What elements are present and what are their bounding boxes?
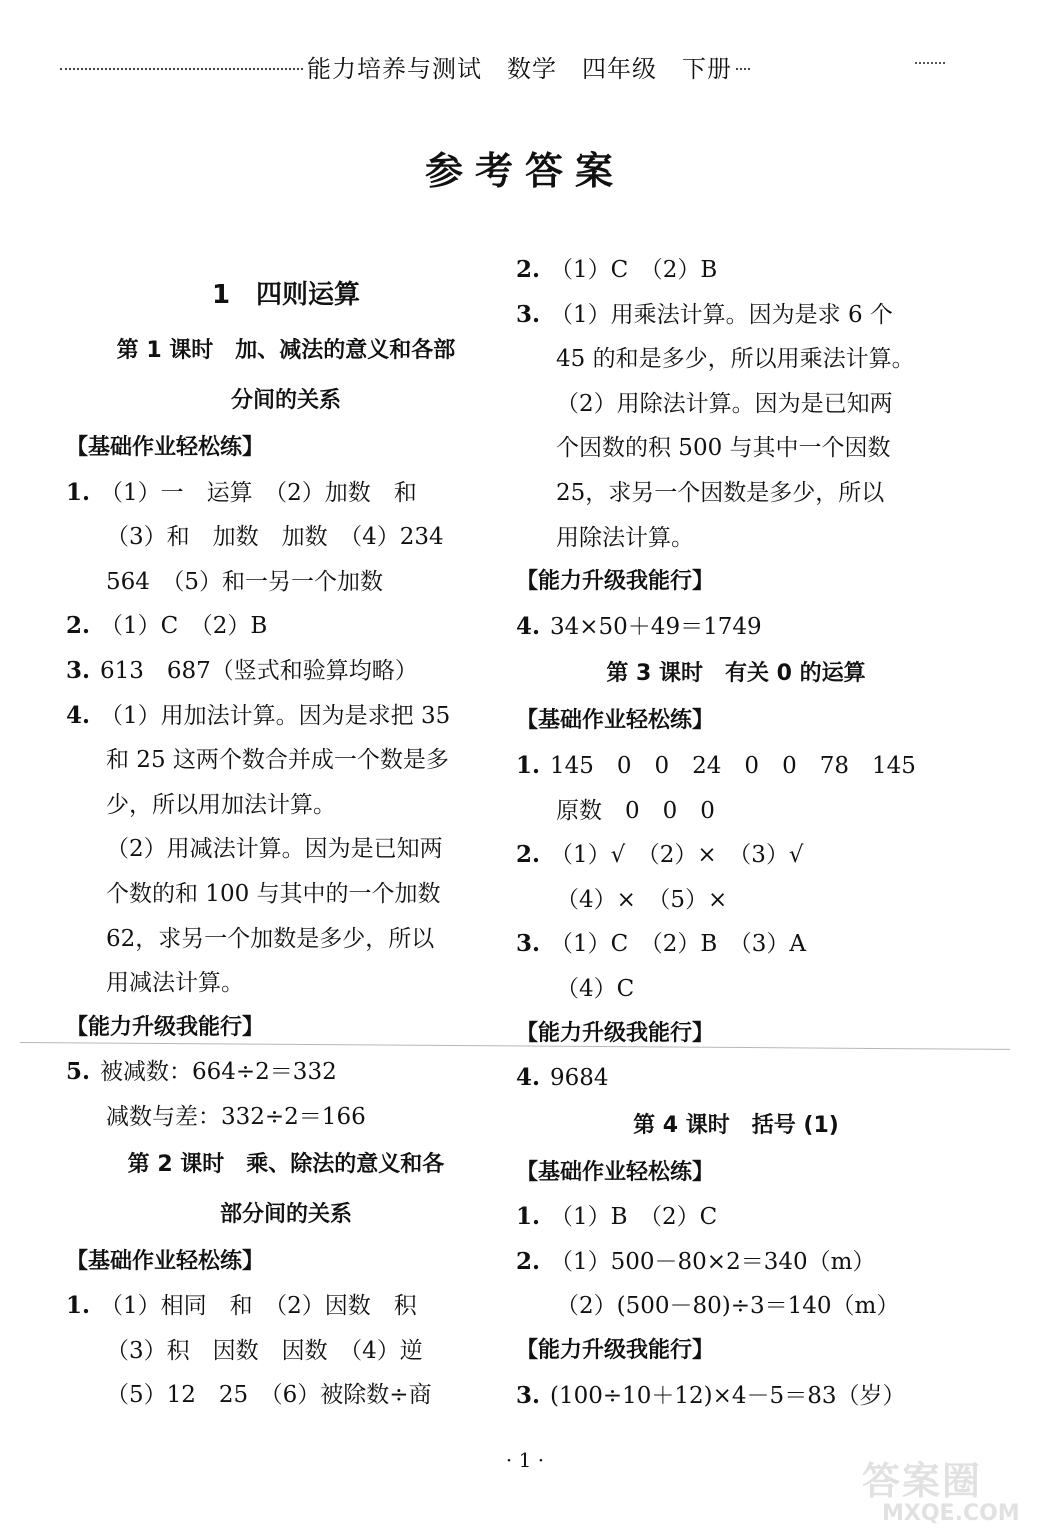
watermark-url: MXQE.COM [882, 1501, 1020, 1526]
basic-practice-heading: 【基础作业轻松练】 [66, 1248, 265, 1274]
watermark-logo [862, 1460, 1042, 1530]
lesson-2-title-line-2: 部分间的关系 [219, 1201, 352, 1227]
right-column [516, 248, 956, 1418]
lesson-2-title-line-1: 第 2 课时 乘、除法的意义和各 [127, 1151, 445, 1177]
answer-line: 3. （1）C （2）B （3）A [516, 930, 807, 958]
lesson-1-title-line-2: 分间的关系 [230, 388, 341, 413]
running-header [60, 46, 750, 86]
answer-line: 1. （1）相同 和 （2）因数 积 [66, 1292, 417, 1320]
answer-line: 1. （1）B （2）C [516, 1203, 718, 1231]
ability-heading: 【能力升级我能行】 [516, 1338, 715, 1364]
lesson-4-title: 第 4 课时 括号 (1) [633, 1112, 839, 1138]
answer-line: 原数 0 0 0 [556, 797, 715, 824]
answer-line: 2. （1）500－80×2＝340（m） [516, 1247, 876, 1275]
lesson-3-title: 第 3 课时 有关 0 的运算 [606, 661, 866, 687]
answer-line: 25，求另一个因数是多少，所以 [556, 479, 885, 506]
answer-line: 2. （1）√ （2）× （3）√ [516, 841, 804, 869]
answer-line: 45 的和是多少，所以用乘法计算。 [556, 346, 915, 373]
answer-line: 2. （1）C （2）B [66, 612, 268, 640]
answer-line: 1. （1）一 运算 （2）加数 和 [66, 478, 417, 506]
answer-line: 用除法计算。 [556, 524, 694, 551]
lesson-1-title-line-1: 第 1 课时 加、减法的意义和各部 [116, 338, 456, 363]
header-dotted-rule-right [736, 68, 750, 70]
answer-line: （2）(500－80)÷3＝140（m） [556, 1293, 900, 1320]
chapter-title: 1 四则运算 [211, 280, 361, 310]
answer-line: 3. （1）用乘法计算。因为是求 6 个 [516, 300, 893, 328]
answer-line: （4）× （5）× [556, 886, 728, 913]
answer-line: 4. 9684 [516, 1064, 609, 1092]
page-number: · 1 · [505, 1448, 545, 1472]
answer-line: 2. （1）C （2）B [516, 256, 718, 283]
ability-heading: 【能力升级我能行】 [516, 569, 715, 595]
answer-line: （2）用除法计算。因为是已知两 [556, 390, 893, 417]
header-dotted-rule-left [60, 68, 303, 70]
ability-heading: 【能力升级我能行】 [66, 1014, 265, 1040]
answer-line: 4. 34×50＋49＝1749 [516, 612, 762, 640]
answer-line: 5. 被减数：664÷2＝332 [66, 1058, 337, 1086]
answer-line: 62，求另一个加数是多少，所以 [106, 925, 435, 952]
basic-practice-heading: 【基础作业轻松练】 [516, 1159, 715, 1185]
answer-line: 3. 613 687（竖式和验算均略） [66, 656, 418, 684]
answer-line: 3. (100÷10＋12)×4－5＝83（岁） [516, 1381, 906, 1409]
basic-practice-heading: 【基础作业轻松练】 [516, 708, 715, 734]
answer-line: 4. （1）用加法计算。因为是求把 35 [66, 701, 451, 729]
answer-line: 少，所以用加法计算。 [106, 791, 336, 818]
answer-line: 减数与差：332÷2＝166 [106, 1103, 366, 1130]
answer-line: 和 25 这两个数合并成一个数是多 [106, 747, 449, 774]
answer-line: 1. 145 0 0 24 0 0 78 145 [516, 751, 916, 779]
watermark-text: 答案圈 [862, 1459, 983, 1503]
answer-line: （2）用减法计算。因为是已知两 [106, 836, 443, 863]
header-dotted-rule-far [915, 62, 945, 64]
answer-line: （4）C [556, 975, 635, 1002]
answer-line: 个因数的积 500 与其中一个因数 [556, 435, 891, 462]
answer-line: （5）12 25 （6）被除数÷商 [106, 1382, 432, 1409]
answer-line: （3）和 加数 加数 （4）234 [106, 524, 444, 551]
left-column [66, 248, 506, 1418]
basic-practice-heading: 【基础作业轻松练】 [66, 435, 265, 460]
ability-heading: 【能力升级我能行】 [516, 1020, 715, 1046]
answer-line: 564 （5）和一另一个加数 [106, 568, 384, 595]
answer-line: 个数的和 100 与其中的一个加数 [106, 880, 441, 907]
answer-line: 用减法计算。 [106, 970, 244, 997]
header-title: 能力培养与测试 数学 四年级 下册 [307, 54, 732, 83]
answer-line: （3）积 因数 因数 （4）逆 [106, 1337, 423, 1364]
page-title: 参考答案 [424, 149, 625, 193]
